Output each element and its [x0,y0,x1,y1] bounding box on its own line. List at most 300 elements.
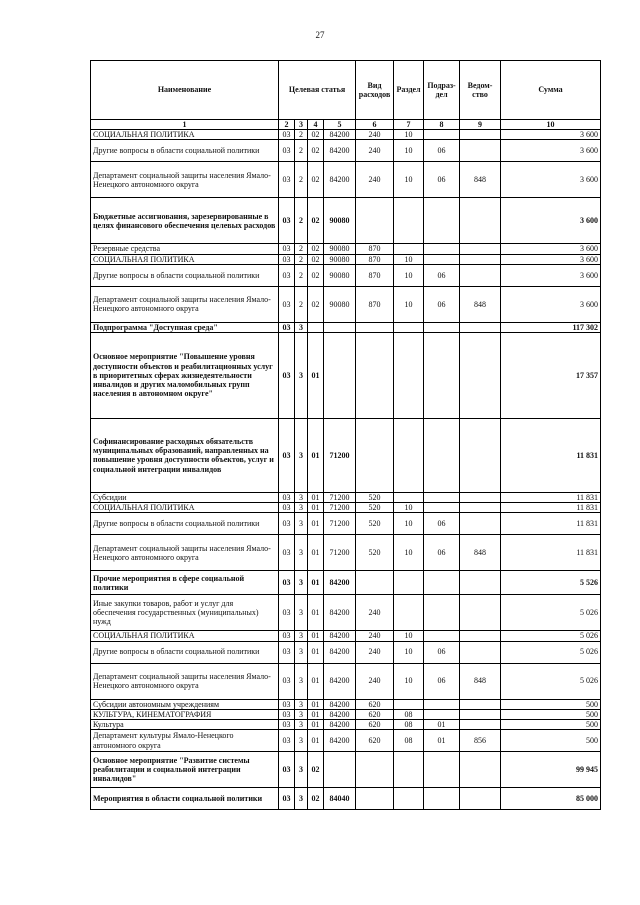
row-name: Департамент социальной защиты населения Ямало-Ненецкого автономного округа [91,663,279,699]
section-code: 10 [394,535,424,571]
row-name: Другие вопросы в области социальной политики [91,513,279,535]
department-code [460,752,501,788]
department-code: 848 [460,663,501,699]
department-code: 848 [460,162,501,198]
department-code [460,140,501,162]
expense-type: 240 [356,130,394,140]
expense-type: 520 [356,492,394,502]
row-name: КУЛЬТУРА, КИНЕМАТОГРАФИЯ [91,709,279,719]
amount: 5 026 [501,595,601,631]
section-code [394,418,424,492]
target-direction: 84200 [324,641,356,663]
target-direction: 84200 [324,130,356,140]
target-event: 02 [308,788,324,810]
target-direction [324,332,356,418]
col-number: 3 [295,120,308,130]
target-program: 03 [279,418,295,492]
target-event: 01 [308,663,324,699]
expense-type [356,418,394,492]
row-name: СОЦИАЛЬНАЯ ПОЛИТИКА [91,503,279,513]
target-direction: 71200 [324,535,356,571]
col-number: 8 [424,120,460,130]
target-subprogram: 3 [295,730,308,752]
header-department: Ведом- ство [460,61,501,120]
row-name: Иные закупки товаров, работ и услуг для обеспечения государственных (муниципальных) нужд [91,595,279,631]
expense-type: 620 [356,709,394,719]
target-program: 03 [279,332,295,418]
amount: 99 945 [501,752,601,788]
amount: 500 [501,699,601,709]
subsection-code [424,254,460,264]
subsection-code: 06 [424,286,460,322]
row-name: Департамент социальной защиты населения Ямало-Ненецкого автономного округа [91,286,279,322]
target-subprogram: 2 [295,286,308,322]
column-number-row [91,120,601,130]
table-row [91,719,601,729]
amount: 11 831 [501,418,601,492]
target-direction: 90080 [324,254,356,264]
target-program: 03 [279,254,295,264]
table-row [91,198,601,244]
subsection-code [424,709,460,719]
target-event: 01 [308,709,324,719]
expense-type: 240 [356,140,394,162]
target-program: 03 [279,571,295,595]
department-code [460,595,501,631]
target-direction: 90080 [324,264,356,286]
target-event: 01 [308,730,324,752]
amount: 11 831 [501,535,601,571]
section-code: 10 [394,254,424,264]
target-direction: 71200 [324,418,356,492]
target-event: 01 [308,513,324,535]
table-row [91,699,601,709]
row-name: Мероприятия в области социальной политики [91,788,279,810]
target-subprogram: 3 [295,322,308,332]
department-code [460,709,501,719]
target-direction: 84200 [324,699,356,709]
section-code: 10 [394,130,424,140]
amount: 3 600 [501,198,601,244]
target-subprogram: 3 [295,719,308,729]
expense-type [356,332,394,418]
target-subprogram: 3 [295,641,308,663]
target-event: 01 [308,418,324,492]
department-code [460,631,501,641]
header-row [91,61,601,120]
department-code [460,244,501,254]
target-subprogram: 3 [295,788,308,810]
target-event: 02 [308,254,324,264]
table-row [91,571,601,595]
target-direction: 84200 [324,162,356,198]
col-number: 4 [308,120,324,130]
section-code: 10 [394,503,424,513]
subsection-code [424,332,460,418]
expense-type: 620 [356,719,394,729]
department-code [460,418,501,492]
amount: 3 600 [501,286,601,322]
amount: 500 [501,730,601,752]
target-subprogram: 2 [295,264,308,286]
subsection-code [424,595,460,631]
target-program: 03 [279,513,295,535]
section-code: 08 [394,730,424,752]
department-code [460,503,501,513]
target-direction: 90080 [324,244,356,254]
row-name: Бюджетные ассигнования, зарезервированные в целях финансового обеспечения целевых расходов [91,198,279,244]
section-code [394,322,424,332]
row-name: Департамент культуры Ямало-Ненецкого автономного округа [91,730,279,752]
subsection-code: 06 [424,162,460,198]
amount: 3 600 [501,130,601,140]
target-program: 03 [279,503,295,513]
target-direction: 71200 [324,513,356,535]
expense-type [356,788,394,810]
amount: 3 600 [501,162,601,198]
target-event: 01 [308,492,324,502]
table-row [91,332,601,418]
target-direction: 90080 [324,286,356,322]
subsection-code: 06 [424,264,460,286]
table-row [91,641,601,663]
expense-type: 520 [356,513,394,535]
department-code [460,719,501,729]
target-direction [324,752,356,788]
table-row [91,788,601,810]
budget-table [90,60,601,810]
row-name: СОЦИАЛЬНАЯ ПОЛИТИКА [91,631,279,641]
col-number: 10 [501,120,601,130]
amount: 5 526 [501,571,601,595]
expense-type: 870 [356,286,394,322]
expense-type: 240 [356,641,394,663]
target-direction: 84200 [324,631,356,641]
amount: 3 600 [501,254,601,264]
target-direction: 84040 [324,788,356,810]
section-code [394,752,424,788]
target-event: 02 [308,198,324,244]
amount: 11 831 [501,503,601,513]
target-direction: 84200 [324,709,356,719]
header-exp-type: Вид расходов [356,61,394,120]
amount: 17 357 [501,332,601,418]
department-code [460,254,501,264]
target-subprogram: 2 [295,254,308,264]
expense-type: 240 [356,595,394,631]
subsection-code [424,699,460,709]
target-direction: 90080 [324,198,356,244]
subsection-code [424,631,460,641]
section-code: 10 [394,641,424,663]
table-row [91,503,601,513]
row-name: СОЦИАЛЬНАЯ ПОЛИТИКА [91,254,279,264]
expense-type: 240 [356,663,394,699]
subsection-code [424,571,460,595]
section-code: 10 [394,264,424,286]
section-code: 10 [394,140,424,162]
section-code: 10 [394,631,424,641]
target-event: 01 [308,631,324,641]
target-program: 03 [279,719,295,729]
row-name: Департамент социальной защиты населения Ямало-Ненецкого автономного округа [91,162,279,198]
table-row [91,140,601,162]
department-code [460,332,501,418]
target-event: 01 [308,699,324,709]
row-name: Другие вопросы в области социальной политики [91,264,279,286]
target-subprogram: 2 [295,130,308,140]
header-target: Целевая статья [279,61,356,120]
section-code [394,699,424,709]
table-row [91,254,601,264]
col-number: 9 [460,120,501,130]
department-code [460,641,501,663]
row-name: Другие вопросы в области социальной политики [91,140,279,162]
target-event: 02 [308,140,324,162]
target-subprogram: 3 [295,699,308,709]
target-event: 02 [308,244,324,254]
col-number: 6 [356,120,394,130]
target-program: 03 [279,244,295,254]
target-event: 02 [308,130,324,140]
subsection-code [424,503,460,513]
table-row [91,535,601,571]
subsection-code [424,418,460,492]
section-code [394,571,424,595]
target-program: 03 [279,198,295,244]
amount: 117 302 [501,322,601,332]
section-code [394,244,424,254]
table-body [91,130,601,810]
subsection-code [424,492,460,502]
expense-type [356,752,394,788]
col-number: 5 [324,120,356,130]
table-row [91,286,601,322]
target-program: 03 [279,286,295,322]
target-subprogram: 2 [295,244,308,254]
amount: 3 600 [501,244,601,254]
target-program: 03 [279,663,295,699]
expense-type: 620 [356,699,394,709]
amount: 5 026 [501,663,601,699]
target-program: 03 [279,788,295,810]
page-number: 27 [315,30,325,40]
target-program: 03 [279,641,295,663]
target-event: 01 [308,641,324,663]
target-program: 03 [279,595,295,631]
target-subprogram: 2 [295,198,308,244]
target-event: 01 [308,503,324,513]
target-program: 03 [279,264,295,286]
amount: 500 [501,709,601,719]
department-code [460,513,501,535]
target-subprogram: 3 [295,535,308,571]
target-subprogram: 3 [295,418,308,492]
table-row [91,631,601,641]
section-code: 10 [394,663,424,699]
department-code: 848 [460,286,501,322]
department-code [460,322,501,332]
department-code [460,492,501,502]
section-code: 10 [394,162,424,198]
subsection-code [424,752,460,788]
subsection-code [424,244,460,254]
target-subprogram: 3 [295,631,308,641]
table-row [91,244,601,254]
target-event: 01 [308,571,324,595]
target-event [308,322,324,332]
subsection-code: 06 [424,663,460,699]
header-name: Наименование [91,61,279,120]
target-program: 03 [279,492,295,502]
table-row [91,322,601,332]
department-code [460,198,501,244]
department-code [460,699,501,709]
amount: 3 600 [501,264,601,286]
section-code [394,788,424,810]
table-row [91,752,601,788]
expense-type [356,198,394,244]
amount: 11 831 [501,492,601,502]
department-code: 856 [460,730,501,752]
target-program: 03 [279,130,295,140]
header-subsection: Подраз- дел [424,61,460,120]
amount: 3 600 [501,140,601,162]
subsection-code [424,198,460,244]
table-row [91,709,601,719]
target-event: 02 [308,264,324,286]
target-event: 02 [308,286,324,322]
amount: 5 026 [501,641,601,663]
target-program: 03 [279,730,295,752]
target-program: 03 [279,535,295,571]
target-subprogram: 3 [295,595,308,631]
target-event: 02 [308,752,324,788]
target-direction: 84200 [324,663,356,699]
col-number: 7 [394,120,424,130]
target-subprogram: 3 [295,332,308,418]
expense-type: 620 [356,730,394,752]
expense-type: 240 [356,162,394,198]
section-code [394,595,424,631]
row-name: СОЦИАЛЬНАЯ ПОЛИТИКА [91,130,279,140]
department-code [460,788,501,810]
section-code: 10 [394,513,424,535]
expense-type [356,322,394,332]
table-row [91,130,601,140]
table-row [91,595,601,631]
table-row [91,730,601,752]
target-subprogram: 3 [295,752,308,788]
section-code [394,198,424,244]
target-direction: 84200 [324,719,356,729]
target-subprogram: 3 [295,571,308,595]
target-direction: 84200 [324,571,356,595]
target-direction [324,322,356,332]
department-code [460,571,501,595]
target-subprogram: 3 [295,492,308,502]
table-row [91,663,601,699]
department-code: 848 [460,535,501,571]
row-name: Департамент социальной защиты населения Ямало-Ненецкого автономного округа [91,535,279,571]
table-row [91,492,601,502]
target-direction: 84200 [324,140,356,162]
subsection-code: 06 [424,140,460,162]
target-program: 03 [279,322,295,332]
target-event: 02 [308,162,324,198]
section-code: 10 [394,286,424,322]
target-direction: 84200 [324,730,356,752]
amount: 11 831 [501,513,601,535]
table-row [91,513,601,535]
target-subprogram: 3 [295,513,308,535]
section-code [394,332,424,418]
department-code [460,264,501,286]
subsection-code: 06 [424,513,460,535]
target-direction: 71200 [324,503,356,513]
subsection-code: 01 [424,730,460,752]
target-program: 03 [279,140,295,162]
header-sum: Сумма [501,61,601,120]
target-program: 03 [279,752,295,788]
expense-type: 520 [356,535,394,571]
target-subprogram: 2 [295,140,308,162]
target-subprogram: 3 [295,503,308,513]
target-program: 03 [279,162,295,198]
subsection-code: 06 [424,535,460,571]
amount: 85 000 [501,788,601,810]
subsection-code [424,130,460,140]
target-direction: 84200 [324,595,356,631]
row-name: Основное мероприятие "Повышение уровня доступности объектов и реабилитационных услуг в приоритетных сферах жизнедеятельности инвалидов и других маломобильных групп населения в автономном округе" [91,332,279,418]
col-number: 2 [279,120,295,130]
row-name: Софинансирование расходных обязательств муниципальных образований, направленных на повышение уровня доступности объектов, услуг и социальной интеграции инвалидов [91,418,279,492]
row-name: Субсидии автономным учреждениям [91,699,279,709]
expense-type: 870 [356,244,394,254]
subsection-code: 06 [424,641,460,663]
table-row [91,162,601,198]
subsection-code [424,788,460,810]
row-name: Основное мероприятие "Развитие системы реабилитации и социальной интеграции инвалидов" [91,752,279,788]
amount: 500 [501,719,601,729]
header-section: Раздел [394,61,424,120]
target-event: 01 [308,719,324,729]
target-program: 03 [279,699,295,709]
expense-type: 870 [356,254,394,264]
subsection-code [424,322,460,332]
row-name: Подпрограмма "Доступная среда" [91,322,279,332]
expense-type: 870 [356,264,394,286]
target-event: 01 [308,332,324,418]
department-code [460,130,501,140]
target-subprogram: 3 [295,709,308,719]
expense-type: 240 [356,631,394,641]
table-row [91,418,601,492]
section-code [394,492,424,502]
target-direction: 71200 [324,492,356,502]
target-event: 01 [308,595,324,631]
row-name: Резервные средства [91,244,279,254]
row-name: Другие вопросы в области социальной политики [91,641,279,663]
table-row [91,264,601,286]
row-name: Прочие мероприятия в сфере социальной политики [91,571,279,595]
target-subprogram: 3 [295,663,308,699]
target-event: 01 [308,535,324,571]
target-subprogram: 2 [295,162,308,198]
amount: 5 026 [501,631,601,641]
subsection-code: 01 [424,719,460,729]
col-number: 1 [91,120,279,130]
